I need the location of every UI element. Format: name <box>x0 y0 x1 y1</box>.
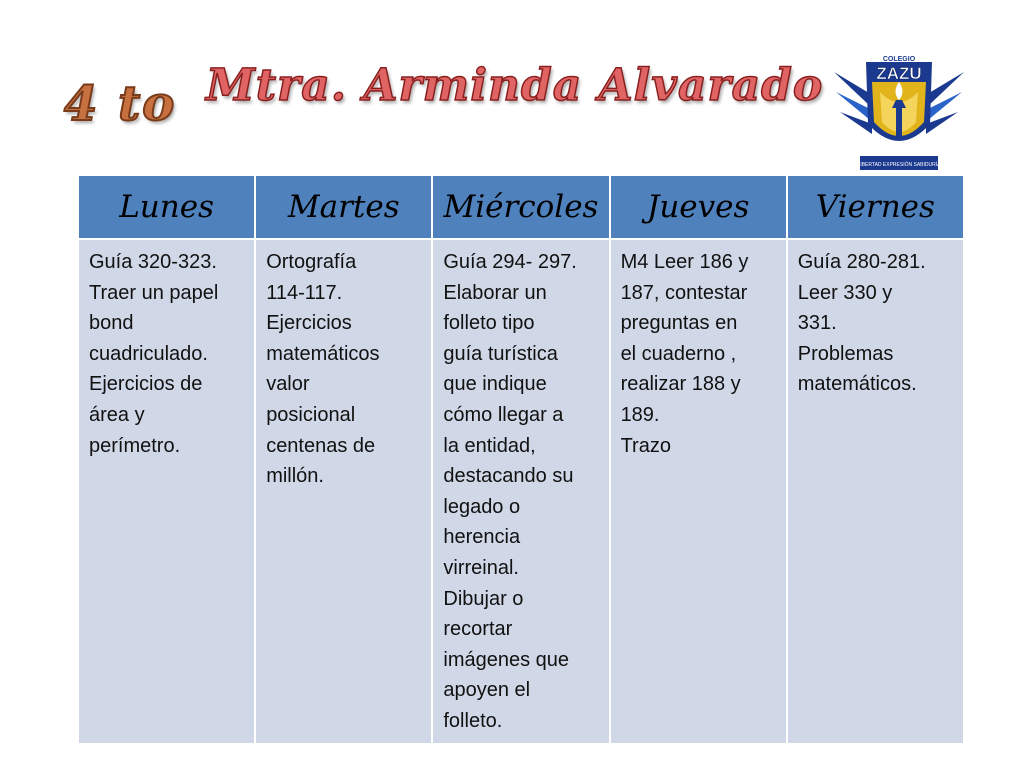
cell-line: 189. <box>620 403 660 426</box>
cell-line: realizar 188 y <box>620 373 741 396</box>
cell-line: legado o <box>443 495 521 518</box>
day-cell-viernes <box>787 239 964 744</box>
school-logo <box>830 52 968 176</box>
day-header-viernes: Viernes <box>787 175 964 239</box>
cell-line: apoyen el <box>443 679 531 702</box>
cell-line: guía turística <box>443 342 558 365</box>
cell-line: M4 Leer 186 y <box>620 251 749 273</box>
day-header-martes: Martes <box>255 175 432 239</box>
cell-line: herencia <box>443 526 521 549</box>
cell-line: Guía 320-323. <box>89 251 217 273</box>
cell-line: Ortografía <box>266 251 357 273</box>
teacher-title: Mtra. Arminda Alvarado <box>206 60 824 111</box>
cell-line: Guía 294- 297. <box>443 251 577 273</box>
cell-line: millón. <box>266 465 324 488</box>
day-cell-jueves <box>610 239 787 744</box>
cell-line: cómo llegar a <box>443 403 564 426</box>
cell-line: bond <box>89 312 134 335</box>
cell-line: la entidad, <box>443 434 536 457</box>
logo-top-text: COLEGIO <box>882 56 916 63</box>
cell-line: que indique <box>443 373 547 396</box>
logo-name: ZAZU <box>876 64 922 83</box>
cell-line: centenas de <box>266 434 376 457</box>
schedule-header-row <box>78 175 964 239</box>
cell-line: posicional <box>266 403 356 426</box>
day-header-jueves: Jueves <box>610 175 787 239</box>
cell-line: 187, contestar <box>620 281 748 304</box>
cell-line: 114-117. <box>266 281 343 304</box>
cell-line: Elaborar un <box>443 281 547 304</box>
day-header-miercoles: Miércoles <box>432 175 609 239</box>
cell-line: Leer 330 y <box>797 281 893 304</box>
cell-line: Problemas <box>797 342 894 365</box>
schedule-body-row <box>78 239 964 744</box>
day-header-lunes: Lunes <box>78 175 255 239</box>
schedule-table <box>77 174 965 745</box>
cell-line: folleto tipo <box>443 312 535 335</box>
cell-line: Guía 280-281. <box>797 251 926 273</box>
cell-line: Ejercicios <box>266 312 352 335</box>
cell-line: imágenes que <box>443 648 570 671</box>
cell-line: perímetro. <box>89 434 181 457</box>
cell-line: matemáticos <box>266 342 380 365</box>
cell-line: 331. <box>797 312 837 335</box>
cell-line: recortar <box>443 618 513 641</box>
grade-title: 4 to <box>64 76 177 132</box>
day-cell-martes <box>255 239 432 744</box>
cell-line: valor <box>266 373 310 396</box>
logo-motto: LIBERTAD EXPRESIÓN SABIDURÍA <box>857 162 941 168</box>
cell-line: virreinal. <box>443 556 519 579</box>
cell-line: Trazo <box>620 434 671 457</box>
cell-line: Dibujar o <box>443 587 524 610</box>
cell-line: destacando su <box>443 465 574 488</box>
cell-line: Traer un papel <box>89 281 219 304</box>
cell-line: Ejercicios de <box>89 373 203 396</box>
cell-line: el cuaderno , <box>620 342 737 365</box>
cell-line: matemáticos. <box>797 373 917 396</box>
cell-line: folleto. <box>443 709 503 732</box>
day-cell-miercoles <box>432 239 609 744</box>
day-cell-lunes <box>78 239 255 744</box>
cell-line: área y <box>89 403 145 426</box>
cell-line: preguntas en <box>620 312 738 335</box>
cell-line: cuadriculado. <box>89 342 208 365</box>
